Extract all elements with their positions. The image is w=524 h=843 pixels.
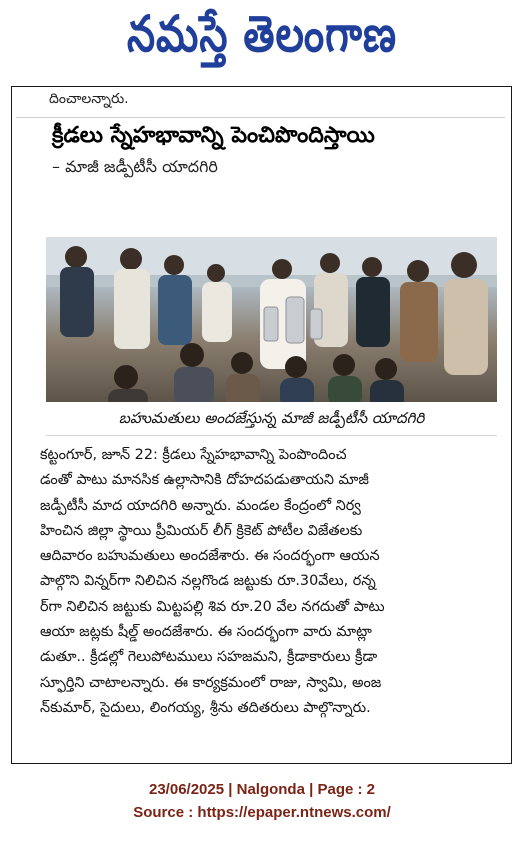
carry-over-text: దించాలన్నారు. bbox=[49, 91, 129, 107]
body-line: డంతో పాటు మానసిక ఉల్లాసానికి దోహదపడుతాయని మాజీ bbox=[40, 472, 369, 489]
body-line: హించిన జిల్లా స్థాయి ప్రీమియర్ లీగ్ క్రికెట్ పోటీల విజేతలకు bbox=[40, 522, 363, 539]
body-line: జడ్పీటీసీ మాద యాదగిరి అన్నారు. మండల కేంద్రంలో నిర్వ bbox=[40, 497, 361, 514]
newspaper-masthead bbox=[0, 0, 524, 80]
article-photo bbox=[46, 237, 497, 402]
photo-caption: బహుమతులు అందజేస్తున్న మాజీ జడ్పీటీసీ యాదగిరి bbox=[46, 405, 497, 436]
body-line: ఆదివారం బహుమతులు అందజేశారు. ఈ సందర్భంగా ఆయన bbox=[40, 548, 380, 565]
body-line: కట్టంగూర్, జూన్ 22: క్రీడలు స్నేహభావాన్ని పెంపొందించ bbox=[40, 447, 347, 463]
body-line: డుతూ.. క్రీడల్లో గెలుపోటములు సహజమని, క్రీడాకారులు క్రీడా bbox=[40, 649, 378, 666]
footer-date-line: 23/06/2025 | Nalgonda | Page : 2 bbox=[149, 781, 375, 798]
news-clipping bbox=[11, 86, 512, 764]
article-body bbox=[40, 443, 502, 721]
article-headline: క్రీడలు స్నేహభావాన్ని పెంచిపొందిస్తాయి bbox=[52, 123, 375, 148]
body-line: న్‌కుమార్, సైదులు, లింగయ్య, శ్రీను తదితరులు పాల్గొన్నారు. bbox=[40, 699, 371, 716]
divider bbox=[16, 117, 505, 118]
body-line: ఆయా జట్లకు షీల్డ్ అందజేశారు. ఈ సందర్భంగా వారు మాట్లా bbox=[40, 624, 372, 641]
photo-illustration bbox=[46, 237, 497, 402]
body-line: స్ఫూర్తిని చాటాలన్నారు. ఈ కార్యక్రమంలో రాజు, స్వామి, అంజ bbox=[40, 674, 382, 691]
body-line: ర్‌గా నిలిచిన జట్టుకు మిట్టపల్లి శివ రూ.20 వేల నగదుతో పాటు bbox=[40, 598, 385, 615]
body-line: పాల్గొని విన్నర్‌గా నిలిచిన నల్లగొండ జట్టుకు రూ.30వేలు, రన్న bbox=[40, 573, 376, 590]
article-subhead: – మాజీ జడ్పీటీసీ యాదగిరి bbox=[52, 157, 218, 176]
footer-source-line: Source : https://epaper.ntnews.com/ bbox=[133, 804, 391, 821]
masthead-title: నమస్తే తెలంగాణ bbox=[126, 4, 398, 64]
